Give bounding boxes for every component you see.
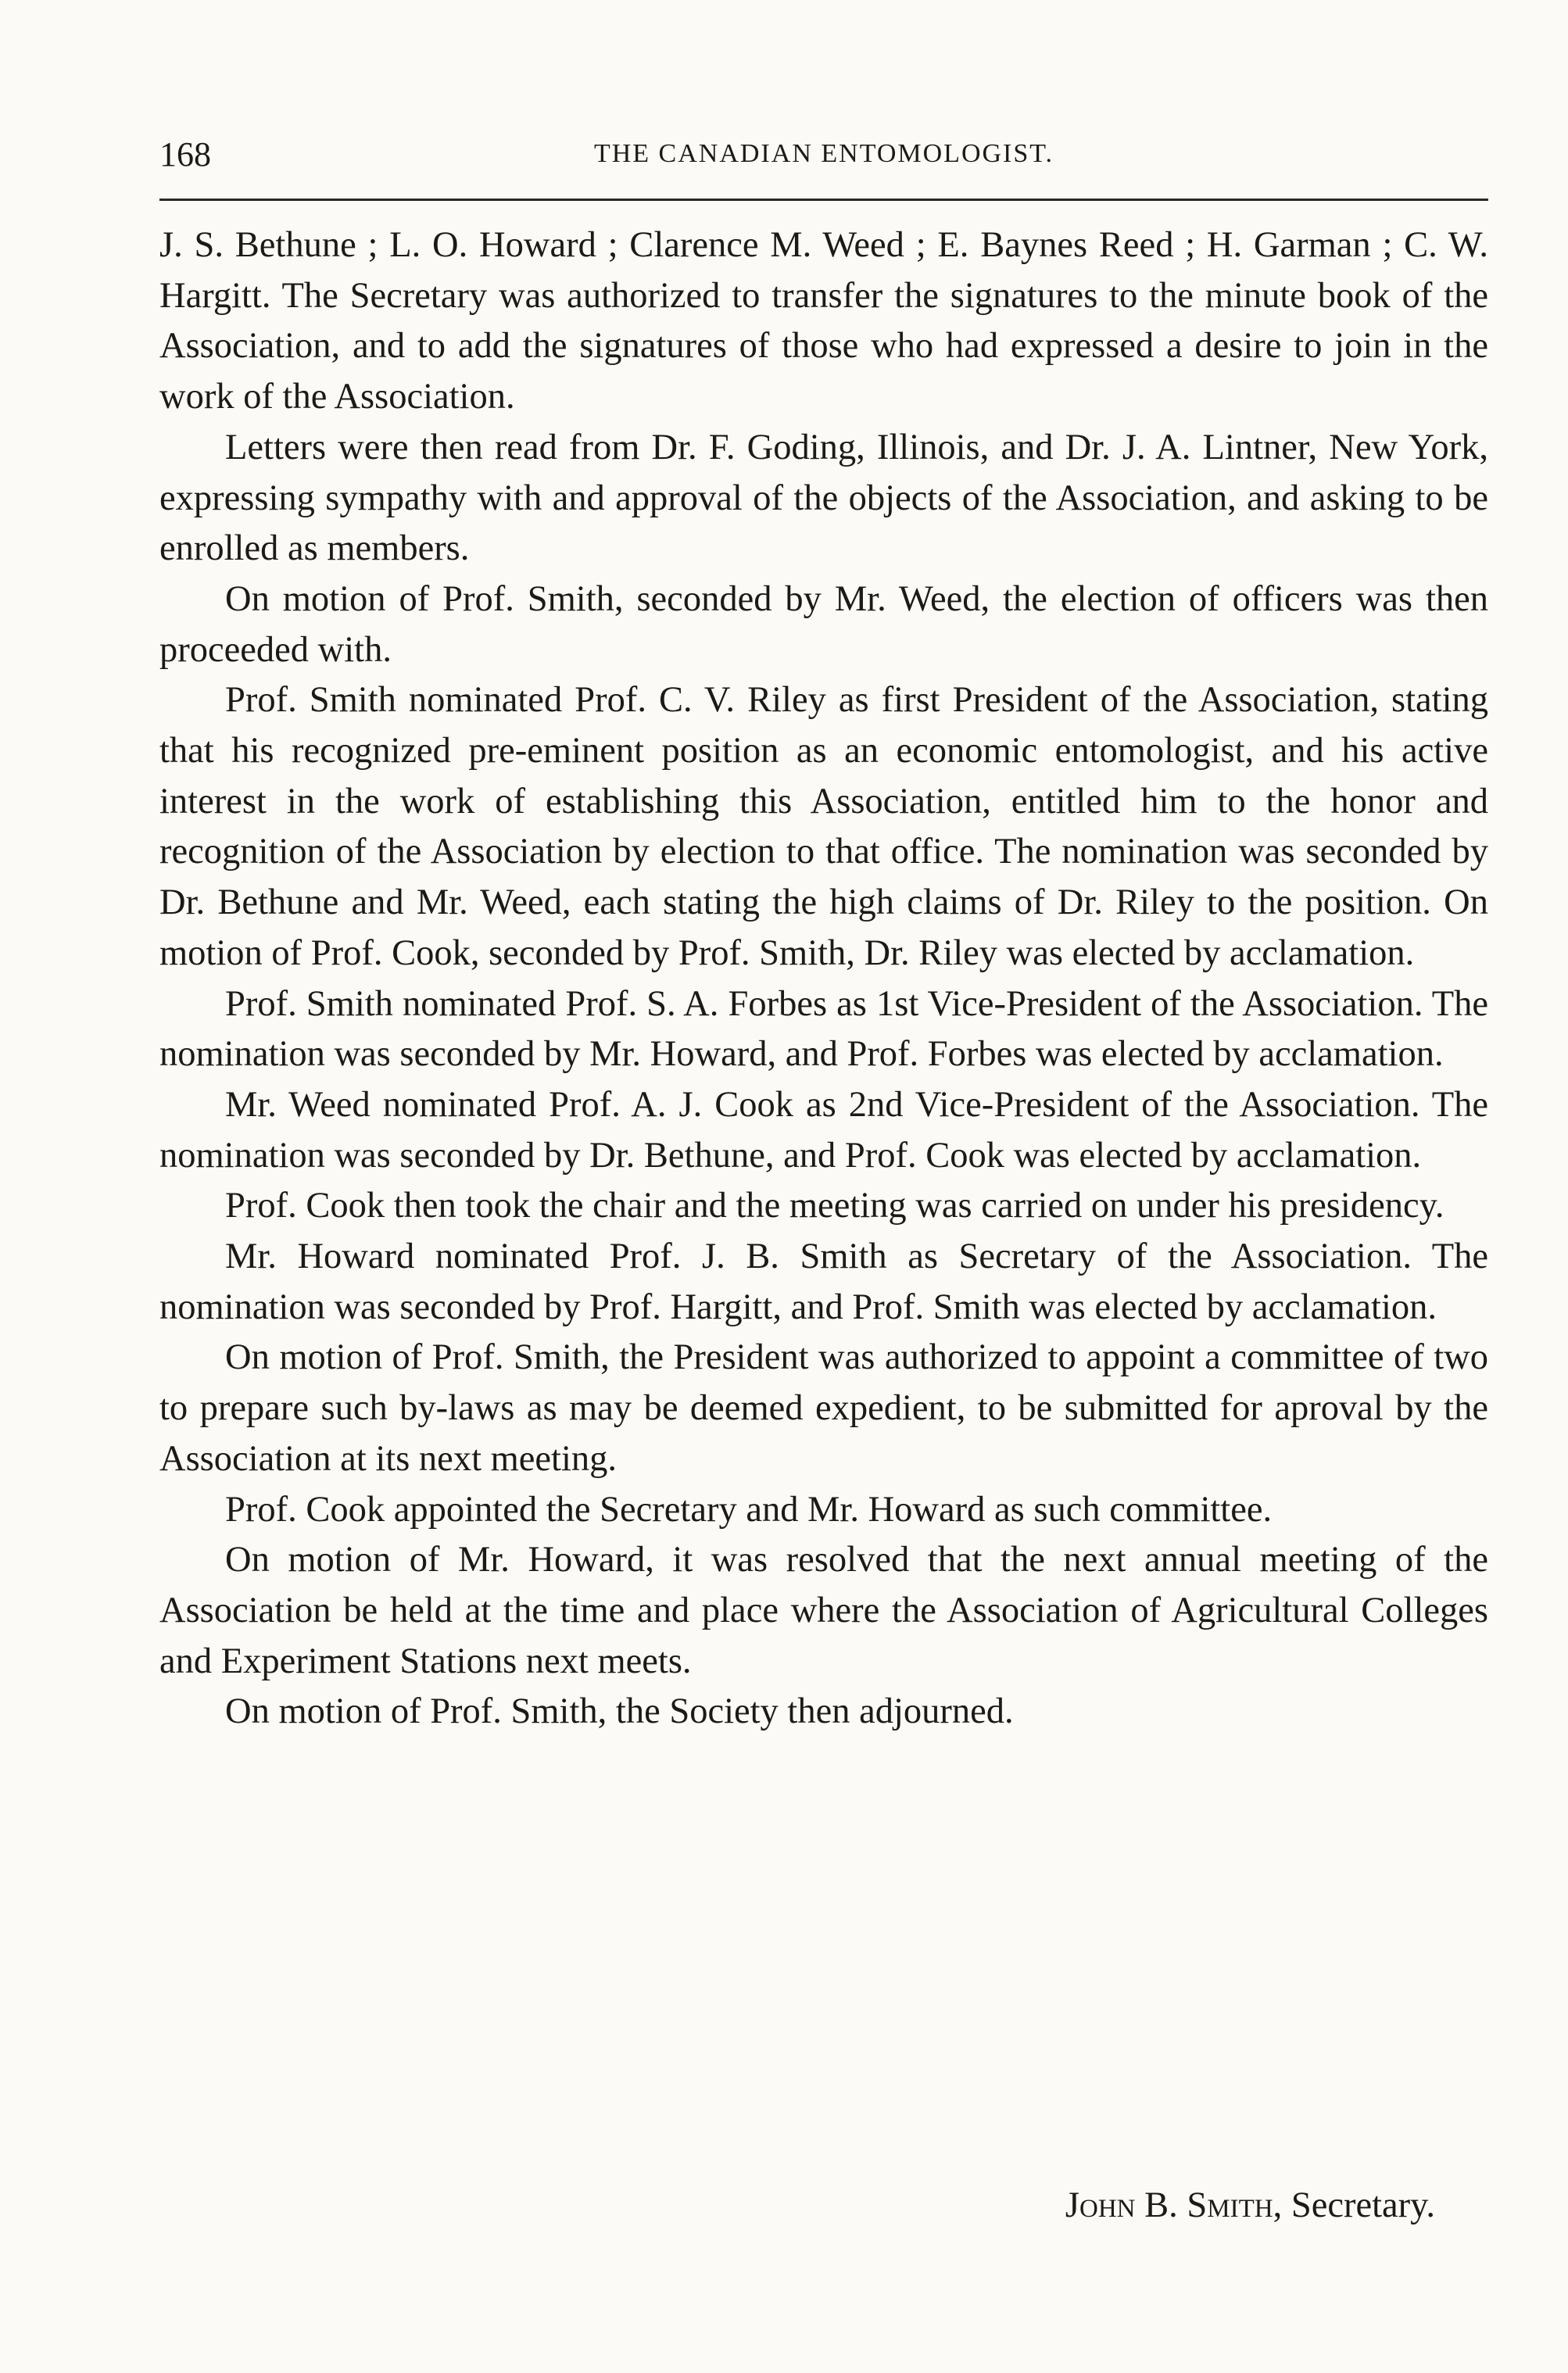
paragraph-president-nomination: Prof. Smith nominated Prof. C. V. Riley as first President of the Association, stating that his recognized pre-eminent position as an economic entomologist, and his active interest in the work of establishing this Association, entitled him to the honor and recognition of the Association by election to that office. The nomination was seconded by Dr. Bethune and Mr. Weed, each stating the high claims of Dr. Riley to the position. On motion of Prof. Cook, seconded by Prof. Smith, Dr. Riley was elected by acclamation. [159, 680, 1488, 973]
paragraph-chair: Prof. Cook then took the chair and the meeting was carried on under his presidency. [225, 1186, 1444, 1226]
body-text [159, 220, 1488, 1738]
paragraph-secretary-nomination: Mr. Howard nominated Prof. J. B. Smith as Secretary of the Association. The nomination was seconded by Prof. Hargitt, and Prof. Smith was elected by acclamation. [159, 1237, 1488, 1327]
paragraph-first-vice-president: Prof. Smith nominated Prof. S. A. Forbes as 1st Vice-President of the Association. The nomination was seconded by Mr. Howard, and Prof. Forbes was elected by acclamation. [159, 983, 1488, 1075]
signature-name: John B. Smith [1065, 2185, 1273, 2225]
signature [159, 2181, 1435, 2231]
paragraph-letters: Letters were then read from Dr. F. Goding, Illinois, and Dr. J. A. Lintner, New York, expressing sympathy with and approval of the objects of the Association, and asking to be enrolled as members. [159, 427, 1488, 569]
header-rule [159, 199, 1488, 201]
page-number: 168 [159, 135, 211, 174]
running-header [159, 134, 1488, 181]
paragraph-election-motion: On motion of Prof. Smith, seconded by Mr. Weed, the election of officers was then proceeded with. [159, 578, 1488, 670]
running-title: THE CANADIAN ENTOMOLOGIST. [593, 139, 1054, 168]
paragraph-next-meeting: On motion of Mr. Howard, it was resolved that the next annual meeting of the Association be held at the time and place where the Association of Agricultural Colleges and Experiment Stations next meets. [159, 1540, 1488, 1681]
paragraph-bylaws-motion: On motion of Prof. Smith, the President was authorized to appoint a committee of two to prepare such by-laws as may be deemed expedient, to be submitted for aproval by the Association at its next meeting. [159, 1337, 1488, 1479]
paragraph-adjourned: On motion of Prof. Smith, the Society then adjourned. [225, 1691, 1014, 1732]
signature-title: , Secretary. [1273, 2185, 1435, 2225]
paragraph-committee: Prof. Cook appointed the Secretary and Mr. Howard as such committee. [225, 1489, 1273, 1530]
paragraph-signatures: J. S. Bethune ; L. O. Howard ; Clarence M. Weed ; E. Baynes Reed ; H. Garman ; C. W. Hargitt. The Secretary was authorized to transfer the signatures to the minute book of the Association, and to add the signatures of those who had expressed a desire to join in the work of the Association. [159, 225, 1488, 417]
paragraph-second-vice-president: Mr. Weed nominated Prof. A. J. Cook as 2nd Vice-President of the Association. The nomination was seconded by Dr. Bethune, and Prof. Cook was elected by acclamation. [159, 1084, 1488, 1176]
